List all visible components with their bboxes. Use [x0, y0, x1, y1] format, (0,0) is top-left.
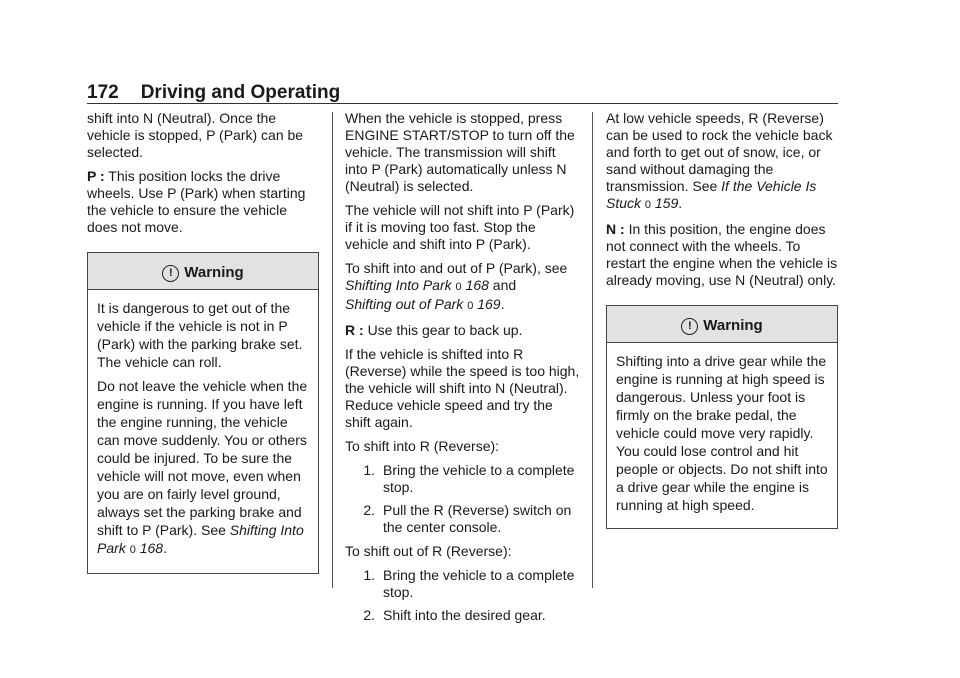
warning-paragraph: Shifting into a drive gear while the engine is running at high speed is dangerous. Unless your foot is firmly on the brake pedal, the vehicle could move very rapidly. You could lose control and hit people or objects. Do not shift into a drive gear while the engine is running at high speed.	[616, 353, 828, 513]
list-number: 1.	[363, 462, 375, 478]
column-divider	[332, 112, 333, 588]
paragraph-text: Use this gear to back up.	[367, 322, 523, 338]
warning-icon: !	[162, 265, 179, 282]
list-text: Shift into the desired gear.	[383, 607, 546, 623]
numbered-list	[345, 462, 581, 536]
warning-box	[606, 305, 838, 529]
list-item	[345, 502, 581, 536]
list-text: Bring the vehicle to a complete stop.	[383, 462, 575, 495]
gear-label: P :	[87, 168, 105, 184]
list-item	[345, 567, 581, 601]
list-number: 2.	[363, 607, 375, 623]
section-title: Driving and Operating	[140, 82, 341, 103]
warning-paragraph: It is dangerous to get out of the vehicle if the vehicle is not in P (Park) with the parking brake set. The vehicle can roll.	[97, 300, 303, 370]
paragraph: At low vehicle speeds, R (Reverse) can be used to rock the vehicle back and forth to get out of snow, ice, or sand without damaging the transmission. See If the Vehicle Is Stuck 0 159.	[606, 110, 833, 211]
paragraph-text: At low vehicle speeds, R (Reverse) can be used to rock the vehicle back and forth to get out of snow, ice, or sand without damaging the transmission. See	[606, 110, 833, 194]
warning-body	[607, 343, 837, 528]
page-ref-arrow-icon: 0	[129, 544, 136, 556]
page-ref-arrow-icon: 0	[455, 281, 462, 293]
paragraph-text: To shift into and out of P (Park), see	[345, 260, 568, 276]
column-divider	[592, 112, 593, 588]
paragraph: To shift into and out of P (Park), see Shifting Into Park 0 168 and Shifting out of Park 0 169.	[345, 260, 568, 312]
gear-label: R :	[345, 322, 364, 338]
warning-paragraph: Do not leave the vehicle when the engine is running. If you have left the engine running, the vehicle can move suddenly. You or others could be injured. To be sure the vehicle will not move, even when you are on fairly level ground, always set the parking brake and shift to P (Park). See Shifting Into Park 0 168.	[97, 378, 308, 556]
numbered-list	[345, 567, 581, 624]
list-number: 1.	[363, 567, 375, 583]
list-item	[345, 462, 581, 496]
paragraph	[87, 168, 319, 236]
paragraph-text: In this position, the engine does not connect with the wheels. To restart the engine when the vehicle is already moving, use N (Neutral) only.	[606, 221, 838, 288]
warning-box	[87, 252, 319, 574]
paragraph: shift into N (Neutral). Once the vehicle is stopped, P (Park) can be selected.	[87, 110, 304, 160]
column-3	[606, 110, 838, 529]
page-ref-arrow-icon: 0	[467, 300, 474, 312]
warning-title: Warning	[703, 317, 763, 334]
cross-reference-link[interactable]: Shifting Into Park 0 168	[97, 522, 304, 556]
paragraph: The vehicle will not shift into P (Park) if it is moving too fast. Stop the vehicle and shift into P (Park).	[345, 202, 575, 252]
paragraph	[606, 221, 838, 289]
warning-icon: !	[681, 318, 698, 335]
list-item	[345, 607, 581, 624]
page-number: 172	[87, 82, 119, 103]
list-number: 2.	[363, 502, 375, 518]
page-header	[87, 82, 340, 104]
cross-reference-link[interactable]: Shifting out of Park 0 169	[345, 296, 501, 312]
paragraph: To shift into R (Reverse):	[345, 438, 500, 454]
warning-text: Do not leave the vehicle when the engine is running. If you have left the engine running, the vehicle can move suddenly. You or others could be injured. To be sure the vehicle will not move, even when you are on fairly level ground, always set the parking brake and shift to P (Park). See	[97, 378, 308, 538]
column-1	[87, 110, 319, 574]
paragraph-text: This position locks the drive wheels. Use P (Park) when starting the vehicle to ensure the vehicle does not move.	[87, 168, 306, 235]
paragraph: To shift out of R (Reverse):	[345, 543, 512, 559]
conjunction: and	[492, 277, 517, 293]
page-ref-arrow-icon: 0	[644, 199, 652, 211]
header-rule	[87, 103, 838, 104]
cross-reference-link[interactable]: Shifting Into Park 0 168	[345, 277, 489, 293]
column-2	[345, 110, 581, 631]
paragraph: If the vehicle is shifted into R (Reverse) while the speed is too high, the vehicle will shift into N (Neutral). Reduce vehicle speed and try the shift again.	[345, 346, 580, 430]
warning-header	[607, 306, 837, 343]
gear-label: N :	[606, 221, 625, 237]
paragraph: When the vehicle is stopped, press ENGINE START/STOP to turn off the vehicle. The transmission will shift into P (Park) automatically unless N (Neutral) is selected.	[345, 110, 575, 194]
list-text: Pull the R (Reverse) switch on the center console.	[383, 502, 572, 535]
warning-header	[88, 253, 318, 290]
list-text: Bring the vehicle to a complete stop.	[383, 567, 575, 600]
warning-body	[88, 290, 318, 573]
cross-reference-link[interactable]: If the Vehicle Is Stuck 0 159	[606, 178, 817, 211]
warning-title: Warning	[184, 264, 244, 281]
paragraph	[345, 322, 581, 339]
